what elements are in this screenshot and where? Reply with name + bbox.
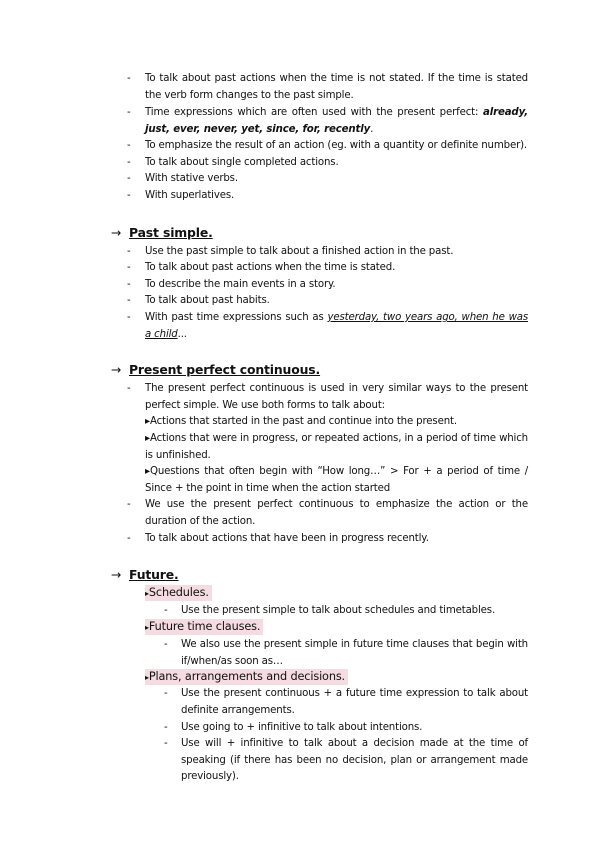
bullet-dash: - bbox=[127, 383, 131, 394]
arrow-right-icon: → bbox=[111, 225, 122, 240]
bullet-dash: - bbox=[127, 246, 131, 257]
bullet-dash: - bbox=[164, 688, 168, 699]
subheading-label: Plans, arrangements and decisions. bbox=[148, 670, 346, 683]
list-item: Time expressions which are often used with the present perfect: already, just, ever, never, yet, since, for, recently. bbox=[145, 107, 528, 135]
subheading-plans bbox=[145, 669, 348, 685]
sub-item: ▸Actions that started in the past and continue into the present. bbox=[145, 416, 457, 427]
list-item: With stative verbs. bbox=[145, 173, 238, 184]
bullet-dash: - bbox=[127, 499, 131, 510]
bullet-dash: - bbox=[164, 639, 168, 650]
subheading-schedules bbox=[145, 585, 212, 601]
subheading-label: Schedules. bbox=[148, 586, 209, 599]
list-item: To talk about past actions when the time is stated. bbox=[145, 262, 396, 273]
section-title: Present perfect continuous. bbox=[129, 362, 321, 377]
subheading-label: Future time clauses. bbox=[148, 620, 261, 633]
list-item-text: Time expressions which are often used with the present perfect: bbox=[145, 107, 483, 118]
bullet-dash: - bbox=[127, 140, 131, 151]
arrow-right-icon: → bbox=[111, 567, 122, 582]
list-item: Use the present continuous + a future time expression to talk about definite arrangements. bbox=[181, 688, 528, 716]
bullet-dash: - bbox=[127, 295, 131, 306]
section-heading-present-perfect-continuous bbox=[111, 362, 320, 378]
bullet-dash: - bbox=[127, 262, 131, 273]
list-item: With superlatives. bbox=[145, 190, 235, 201]
examples-tail: ... bbox=[177, 328, 187, 340]
bullet-dash: - bbox=[127, 279, 131, 290]
list-item: To describe the main events in a story. bbox=[145, 279, 336, 290]
bullet-dash: - bbox=[164, 738, 168, 749]
list-item: Use the present simple to talk about schedules and timetables. bbox=[181, 605, 496, 616]
arrow-right-icon: → bbox=[111, 362, 122, 377]
list-item: To emphasize the result of an action (eg. with a quantity or definite number). bbox=[145, 140, 528, 151]
list-item: Use going to + infinitive to talk about intentions. bbox=[181, 722, 423, 733]
list-item: We use the present perfect continuous to emphasize the action or the duration of the action. bbox=[145, 499, 528, 527]
bullet-dash: - bbox=[127, 107, 131, 118]
list-item: We also use the present simple in future time clauses that begin with if/when/as soon as… bbox=[181, 639, 528, 667]
time-expressions: already, just, ever, never, yet, since, for, recently bbox=[145, 107, 528, 135]
section-heading-future bbox=[111, 567, 179, 583]
bullet-dash: - bbox=[164, 605, 168, 616]
list-item bbox=[145, 310, 528, 343]
bullet-dash: - bbox=[164, 722, 168, 733]
triangle-bullet-icon: ▸ bbox=[145, 589, 149, 598]
triangle-bullet-icon: ▸ bbox=[145, 623, 149, 632]
list-item: To talk about past habits. bbox=[145, 295, 270, 306]
bullet-dash: - bbox=[127, 73, 131, 84]
sub-item: ▸Questions that often begin with “How long…” > For + a period of time / Since + the point in time when the action started bbox=[145, 466, 528, 494]
list-item: The present perfect continuous is used in very similar ways to the present perfect simple. We use both forms to talk about: bbox=[145, 383, 528, 411]
list-item: To talk about actions that have been in progress recently. bbox=[145, 533, 429, 544]
time-examples: yesterday, two years ago, when he was a child bbox=[145, 312, 528, 340]
section-title: Past simple. bbox=[129, 225, 213, 240]
section-heading-past-simple bbox=[111, 225, 213, 241]
list-item-text: With past time expressions such as bbox=[145, 312, 328, 323]
section-title: Future. bbox=[129, 567, 179, 582]
triangle-bullet-icon: ▸ bbox=[145, 673, 149, 682]
bullet-dash: - bbox=[127, 312, 131, 323]
bullet-dash: - bbox=[127, 173, 131, 184]
bullet-dash: - bbox=[127, 157, 131, 168]
list-item: To talk about single completed actions. bbox=[145, 157, 339, 168]
list-item: To talk about past actions when the time is not stated. If the time is stated the verb form changes to the past simple. bbox=[145, 73, 528, 101]
list-item: Use the past simple to talk about a finished action in the past. bbox=[145, 246, 454, 257]
sub-item: ▸Actions that were in progress, or repeated actions, in a period of time which is unfinished. bbox=[145, 433, 528, 461]
bullet-dash: - bbox=[127, 533, 131, 544]
list-item: Use will + infinitive to talk about a decision made at the time of speaking (if there has been no decision, plan or arrangement made previously). bbox=[181, 738, 528, 783]
bullet-dash: - bbox=[127, 190, 131, 201]
subheading-future-time-clauses bbox=[145, 619, 263, 635]
